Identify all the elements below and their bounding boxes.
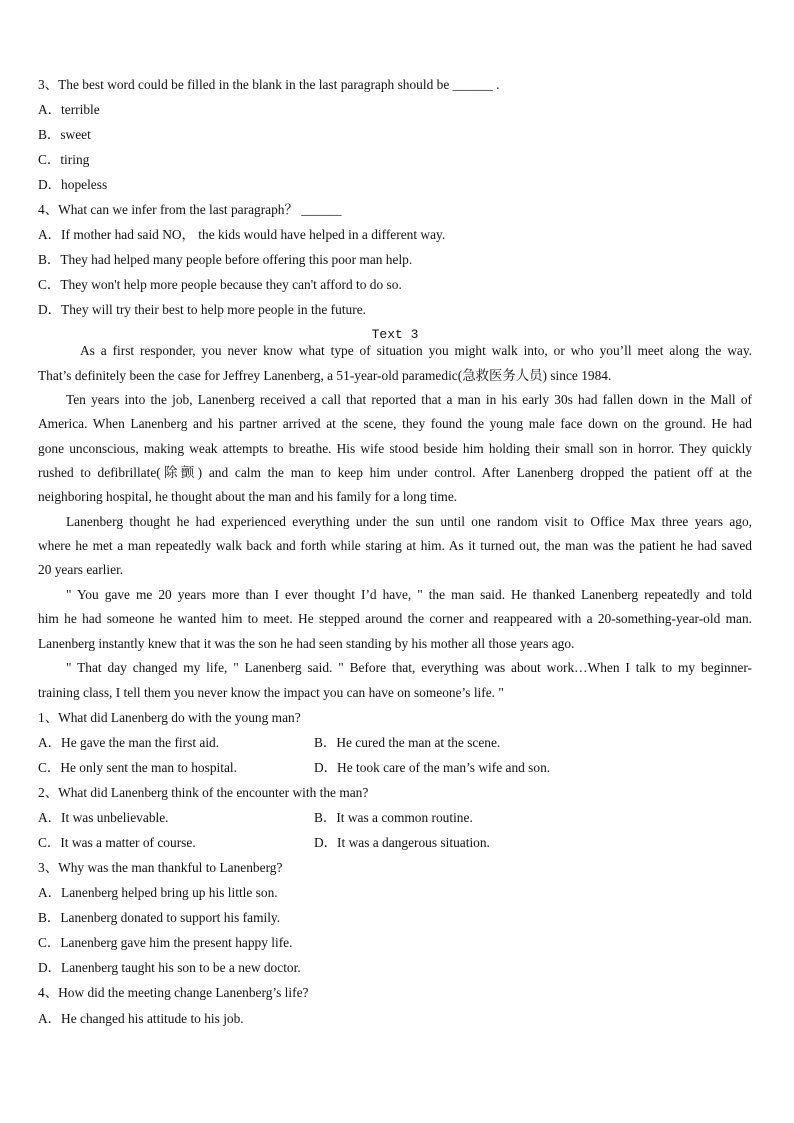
- option-text: C．They won't help more people because they can't afford to do so.: [38, 277, 402, 292]
- paragraph-line: Lanenberg instantly knew that it was the son he had seen standing by his mother all those years ago.: [38, 636, 575, 651]
- option-text: B．sweet: [38, 127, 91, 142]
- option-text: A．He changed his attitude to his job.: [38, 1011, 244, 1026]
- option-text: B．It was a common routine.: [314, 810, 473, 825]
- option-text: D．hopeless: [38, 177, 108, 192]
- paragraph-line: Lanenberg thought he had experienced everything under the sun until one random visit to Office Max three years ago,: [66, 514, 752, 529]
- option-text: D．It was a dangerous situation.: [314, 835, 490, 850]
- paragraph-line: neighboring hospital, he thought about the man and his family for a long time.: [38, 489, 458, 504]
- option-text: D．He took care of the man’s wife and son.: [314, 760, 551, 775]
- option-text: D．They will try their best to help more people in the future.: [38, 302, 366, 317]
- section-title: Text 3: [371, 327, 419, 342]
- option-text: B．They had helped many people before offering this poor man help.: [38, 252, 413, 267]
- question-text: 2、What did Lanenberg think of the encounter with the man?: [38, 785, 369, 800]
- option-text: C．tiring: [38, 152, 90, 167]
- paragraph-line: America. When Lanenberg and his partner arrived at the scene, they found the young male face down on the ground. He had: [38, 416, 752, 431]
- option-text: A．If mother had said NO， the kids would have helped in a different way.: [38, 227, 446, 242]
- paragraph-line: 20 years earlier.: [38, 562, 124, 577]
- paragraph-line: him he had someone he wanted him to meet. He stepped around the corner and reappeared with a 20-something-year-old man.: [38, 611, 752, 626]
- option-row: [38, 835, 752, 851]
- option-text: D．Lanenberg taught his son to be a new doctor.: [38, 960, 301, 975]
- option-row: [38, 760, 752, 776]
- option-row: [38, 735, 752, 751]
- paragraph-line: rushed to defibrillate(除颤) and calm the man to keep him under control. After Lanenberg dropped the patient off at the: [38, 465, 752, 480]
- paragraph-line: " You gave me 20 years more than I ever thought I’d have, " the man said. He thanked Lanenberg repeatedly and told: [66, 587, 752, 602]
- paragraph-line: gone unconscious, making weak attempts to breathe. His wife stood beside him holding their small son in horror. They quickly: [38, 441, 752, 456]
- option-text: A．He gave the man the first aid.: [38, 735, 220, 750]
- paragraph-line: Ten years into the job, Lanenberg received a call that reported that a man in his early 30s had fallen down in the Mall of: [66, 392, 752, 407]
- paragraph-line: where he met a man repeatedly walk back and forth while staring at him. As it turned out, the man was the patient he had saved: [38, 538, 752, 553]
- option-text: B．He cured the man at the scene.: [314, 735, 501, 750]
- option-text: A．Lanenberg helped bring up his little son.: [38, 885, 278, 900]
- option-text: C．Lanenberg gave him the present happy life.: [38, 935, 293, 950]
- question-text: 4、What can we infer from the last paragraph？ ______: [38, 202, 342, 217]
- paragraph-line: That’s definitely been the case for Jeffrey Lanenberg, a 51-year-old paramedic(急救医务人员) since 1984.: [38, 368, 612, 383]
- option-text: B．Lanenberg donated to support his family.: [38, 910, 281, 925]
- option-text: C．It was a matter of course.: [38, 835, 196, 850]
- question-text: 4、How did the meeting change Lanenberg’s life?: [38, 985, 309, 1000]
- question-text: 3、The best word could be filled in the blank in the last paragraph should be ______ .: [38, 77, 500, 92]
- question-text: 1、What did Lanenberg do with the young man?: [38, 710, 301, 725]
- option-text: A．terrible: [38, 102, 100, 117]
- option-text: C．He only sent the man to hospital.: [38, 760, 237, 775]
- option-row: [38, 810, 752, 826]
- paragraph-line: training class, I tell them you never know the impact you can have on someone’s life. ": [38, 685, 504, 700]
- paragraph-line: As a first responder, you never know what type of situation you might walk into, or who you’ll meet along the way.: [80, 343, 752, 358]
- option-text: A．It was unbelievable.: [38, 810, 169, 825]
- question-text: 3、Why was the man thankful to Lanenberg?: [38, 860, 283, 875]
- paragraph-line: " That day changed my life, " Lanenberg said. " Before that, everything was about work…When I talk to my beginner-: [66, 660, 752, 675]
